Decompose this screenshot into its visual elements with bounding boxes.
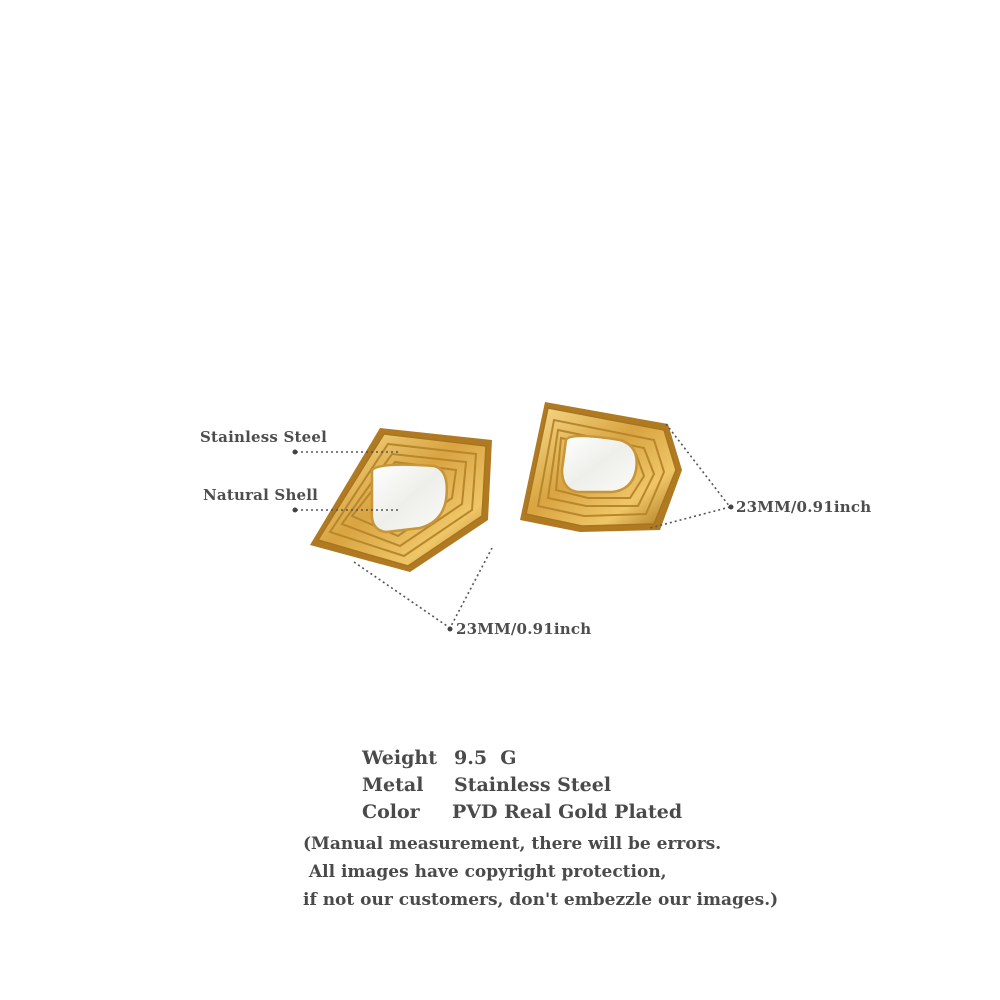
spec-value: Stainless Steel (454, 774, 612, 796)
label-dimension-bottom: 23MM/0.91inch (456, 620, 592, 638)
disclaimer-note (303, 830, 778, 914)
note-line: (Manual measurement, there will be errors. (303, 834, 722, 854)
spec-row-color (362, 799, 682, 826)
spec-row-metal (362, 772, 682, 799)
note-line: All images have copyright protection, (303, 862, 667, 882)
spec-value: 9.5 G (454, 747, 517, 769)
label-natural-shell: Natural Shell (203, 486, 319, 504)
spec-row-weight (362, 745, 682, 772)
spec-key: Weight (362, 747, 437, 769)
spec-key: Color (362, 801, 420, 823)
spec-key: Metal (362, 774, 424, 796)
right-earring (520, 402, 682, 532)
label-stainless-steel: Stainless Steel (200, 428, 327, 446)
spec-value: PVD Real Gold Plated (452, 801, 683, 823)
note-line: if not our customers, don't embezzle our images.) (303, 890, 779, 910)
left-earring (310, 428, 492, 572)
label-dimension-right: 23MM/0.91inch (736, 498, 872, 516)
spec-table (362, 745, 682, 826)
